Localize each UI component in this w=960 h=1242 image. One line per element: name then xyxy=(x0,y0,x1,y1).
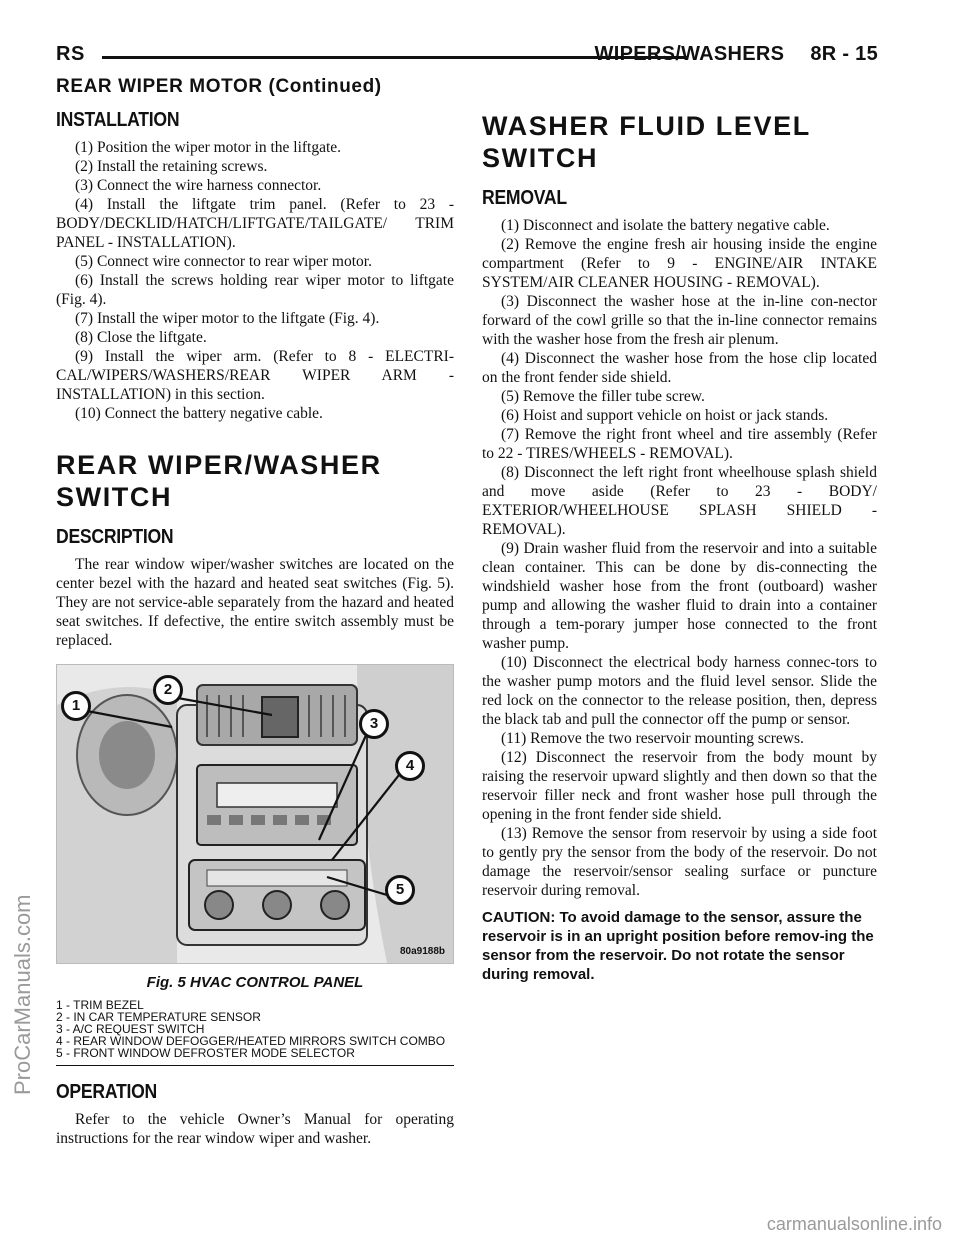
figure-caption: Fig. 5 HVAC CONTROL PANEL xyxy=(146,974,364,991)
step: (9) Install the wiper arm. (Refer to 8 - ELECTRI-CAL/WIPERS/WASHERS/REAR WIPER ARM - INSTALLATION) in this section. xyxy=(56,348,454,403)
right-column xyxy=(482,108,877,984)
callout-1: 1 xyxy=(61,691,91,721)
description-text: The rear window wiper/washer switches are located on the center bezel with the hazard and heated seat switches (Fig. 5). They are not service-able separately from the hazard and heated seat switches. If defective, the entire switch assembly must be replaced. xyxy=(56,556,454,649)
hvac-control-panel-figure xyxy=(56,664,454,964)
step: (2) Install the retaining screws. xyxy=(75,158,268,175)
hvac-illustration xyxy=(57,665,453,963)
step: (3) Connect the wire harness connector. xyxy=(75,177,322,194)
installation-steps xyxy=(56,138,454,423)
description-heading: DESCRIPTION xyxy=(56,526,174,548)
step: (10) Disconnect the electrical body harness connec-tors to the washer pump motors and the fluid level sensor. Slide the red lock on the connector to the release position, then, depress the black tab and pull the connector off the pump or sensor. xyxy=(482,654,877,728)
callout-5: 5 xyxy=(385,875,415,905)
step: (10) Connect the battery negative cable. xyxy=(75,405,323,422)
removal-heading: REMOVAL xyxy=(482,187,567,209)
step: (6) Install the screws holding rear wiper motor to liftgate (Fig. 4). xyxy=(56,272,454,308)
section-title-washer-fluid-level-switch: WASHER FLUID LEVEL SWITCH xyxy=(482,111,811,173)
step: (8) Close the liftgate. xyxy=(75,329,207,346)
figure-code: 80a9188b xyxy=(399,946,445,957)
step: (5) Connect wire connector to rear wiper motor. xyxy=(75,253,372,270)
page-number: 8R - 15 xyxy=(810,43,878,65)
step: (2) Remove the engine fresh air housing inside the engine compartment (Refer to 9 - ENGINE/AIR INTAKE SYSTEM/AIR CLEANER HOUSING - REMOVAL). xyxy=(482,236,877,291)
header-title: WIPERS/WASHERS xyxy=(594,43,785,65)
step: (5) Remove the filler tube screw. xyxy=(501,388,705,405)
step: (7) Install the wiper motor to the liftgate (Fig. 4). xyxy=(75,310,380,327)
legend-item: 1 - TRIM BEZEL xyxy=(56,998,144,1012)
operation-heading: OPERATION xyxy=(56,1081,157,1103)
legend-item: 3 - A/C REQUEST SWITCH xyxy=(56,1022,205,1036)
step: (6) Hoist and support vehicle on hoist or jack stands. xyxy=(501,407,829,424)
watermark-text: ProCarManuals.com xyxy=(10,894,35,1095)
step: (7) Remove the right front wheel and tire assembly (Refer to 22 - TIRES/WHEELS - REMOVAL). xyxy=(482,426,877,462)
continued-heading: REAR WIPER MOTOR (Continued) xyxy=(56,76,382,97)
step: (13) Remove the sensor from reservoir by using a side foot to gently pry the sensor from the body of the reservoir. Do not damage the reservoir/sensor sealing surface or puncture reservoir during removal. xyxy=(482,825,877,899)
legend-item: 2 - IN CAR TEMPERATURE SENSOR xyxy=(56,1010,261,1024)
step: (12) Disconnect the reservoir from the body mount by raising the reservoir upward slightly and then down so that the reservoir filler neck and front washer hose pull through the opening in the front fender side shield. xyxy=(482,749,877,823)
step: (1) Position the wiper motor in the liftgate. xyxy=(75,139,342,156)
step: (1) Disconnect and isolate the battery negative cable. xyxy=(501,217,830,234)
caution-note: CAUTION: To avoid damage to the sensor, assure the reservoir is in an upright position before remov-ing the sensor from the reservoir. Do not rotate the sensor during removal. xyxy=(482,909,874,983)
step: (8) Disconnect the left right front wheelhouse splash shield and move aside (Refer to 23 - BODY/ EXTERIOR/WHEELHOUSE SPLASH SHIELD - REMOVAL). xyxy=(482,464,877,538)
removal-steps xyxy=(482,216,877,900)
step: (9) Drain washer fluid from the reservoir and into a suitable clean container. This can be done by dis-connecting the windshield washer hose from the front (outboard) washer pump and allowing the washer fluid to drain into a container through a tem-porary jumper hose connected to the front washer pump. xyxy=(482,540,877,652)
header-right xyxy=(595,43,878,66)
legend-item: 4 - REAR WINDOW DEFOGGER/HEATED MIRRORS SWITCH COMBO xyxy=(56,1034,446,1048)
callout-4: 4 xyxy=(395,751,425,781)
step: (11) Remove the two reservoir mounting screws. xyxy=(501,730,804,747)
step: (4) Install the liftgate trim panel. (Refer to 23 - BODY/DECKLID/HATCH/LIFTGATE/TAILGATE/ TRIM PANEL - INSTALLATION). xyxy=(56,196,454,251)
header-section-code: RS xyxy=(56,43,85,65)
legend-item: 5 - FRONT WINDOW DEFROSTER MODE SELECTOR xyxy=(56,1046,355,1060)
callout-3: 3 xyxy=(359,709,389,739)
step: (4) Disconnect the washer hose from the hose clip located on the front fender side shield. xyxy=(482,350,877,386)
section-title-rear-wiper-switch: REAR WIPER/WASHER SWITCH xyxy=(56,450,382,512)
footer-link[interactable]: carmanualsonline.info xyxy=(766,1214,942,1234)
step: (3) Disconnect the washer hose at the in-line con-nector forward of the cowl grille so that the in-line connector remains with the washer hose from the fresh air plenum. xyxy=(482,293,877,348)
left-column xyxy=(56,108,454,1148)
callout-2: 2 xyxy=(153,675,183,705)
operation-text: Refer to the vehicle Owner’s Manual for operating instructions for the rear window wiper and washer. xyxy=(56,1111,454,1147)
installation-heading: INSTALLATION xyxy=(56,109,180,131)
